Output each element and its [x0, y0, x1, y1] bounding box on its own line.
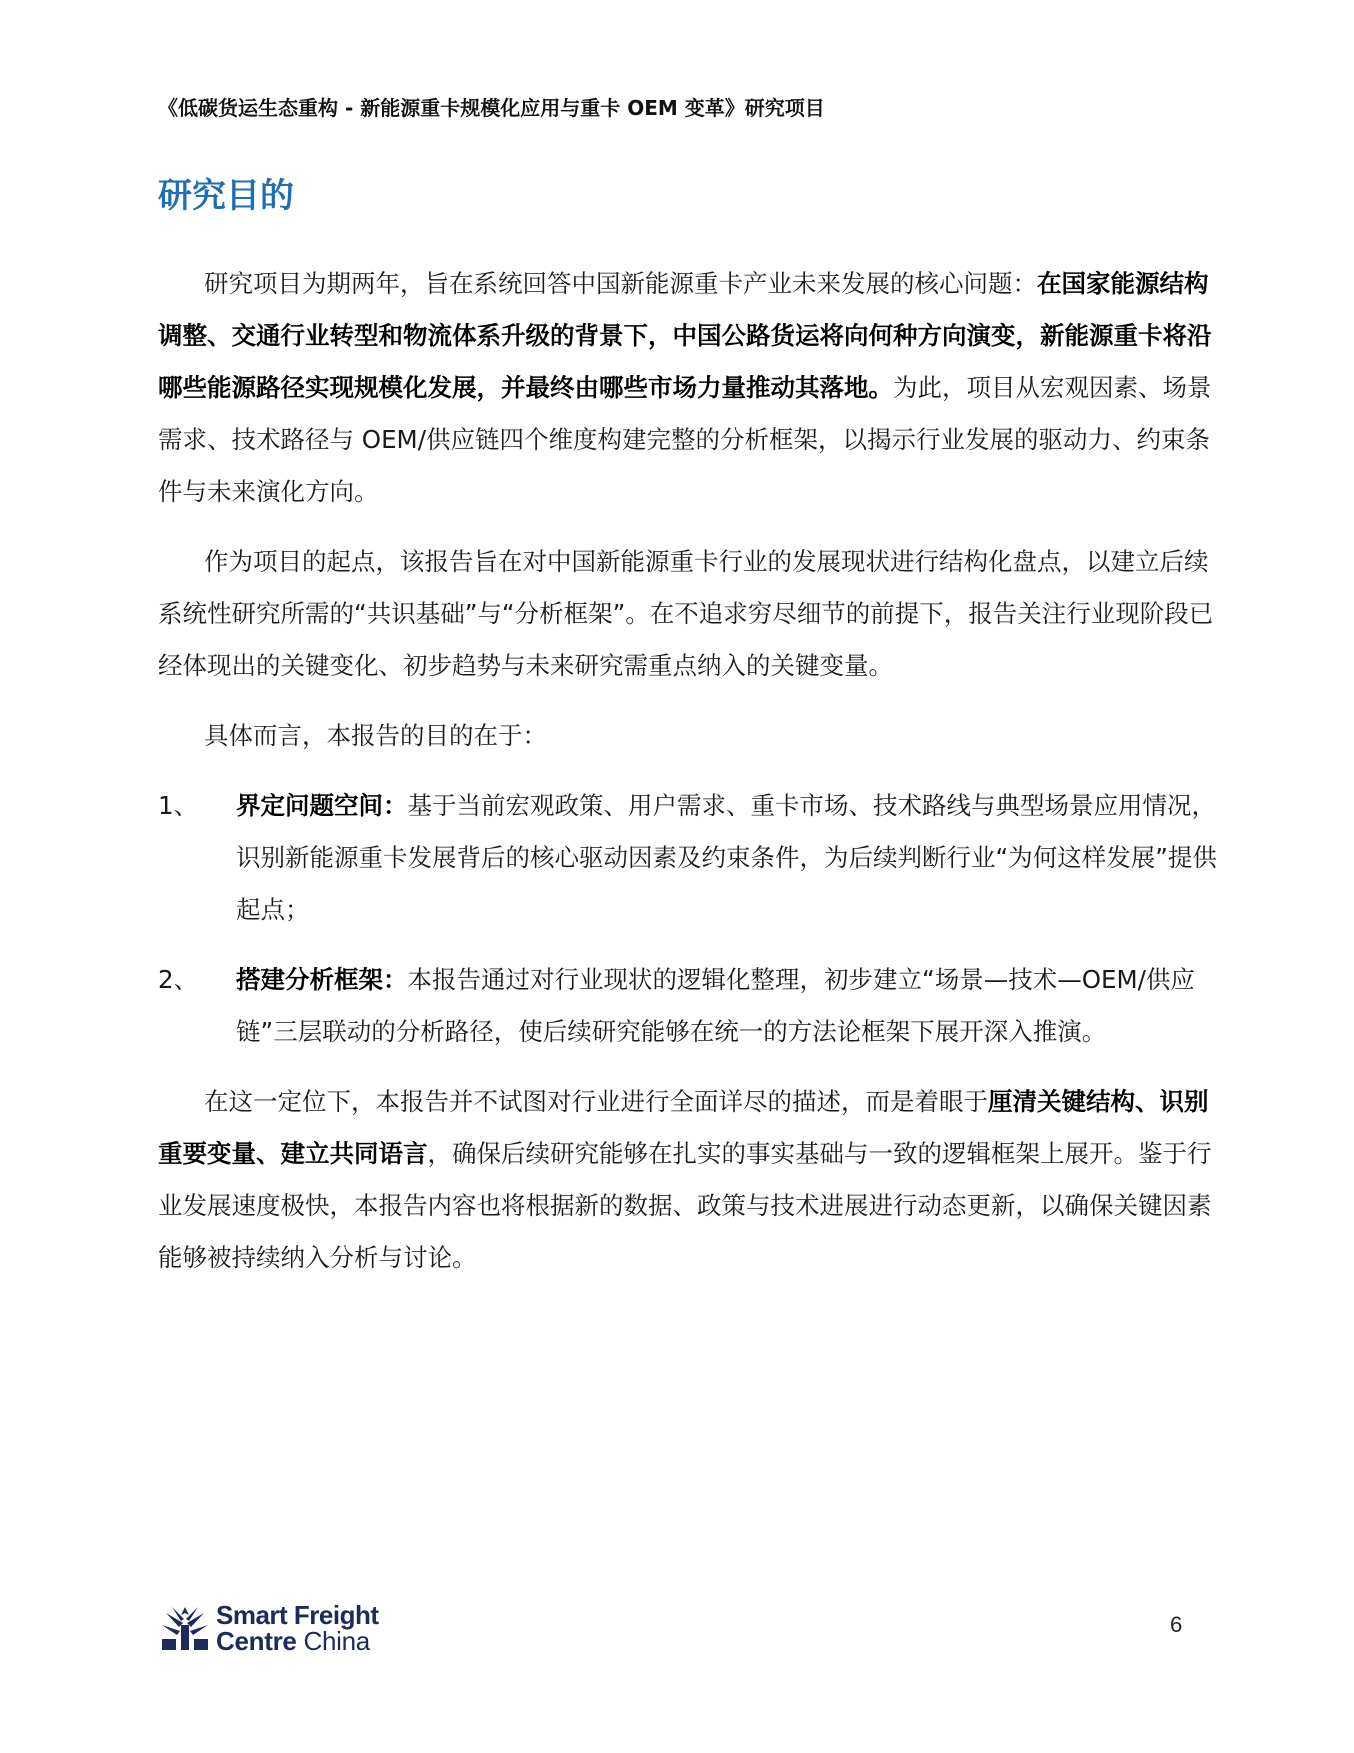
logo-line-2: [216, 1628, 379, 1654]
logo-wordmark: [216, 1602, 379, 1654]
body-text: [158, 258, 1218, 1302]
list-item-number: 2、: [158, 965, 199, 994]
list-item-body: [236, 780, 1218, 936]
list-item-heading: 界定问题空间：: [236, 791, 408, 820]
paragraph-4-text-b: ，确保后续研究能够在扎实的事实基础与一致的逻辑框架上展开。鉴于行业发展速度极快，本报告内容也将根据新的数据、政策与技术进展进行动态更新，以确保关键因素能够被持续纳入分析与讨论。: [158, 1139, 1212, 1272]
running-header: 《低碳货运生态重构 - 新能源重卡规模化应用与重卡 OEM 变革》研究项目: [158, 96, 825, 120]
list-item-1: [158, 780, 1218, 936]
paragraph-4-text-a: 在这一定位下，本报告并不试图对行业进行全面详尽的描述，而是着眼于: [204, 1087, 988, 1116]
paragraph-1-emphasis: 在国家能源结构调整、交通行业转型和物流体系升级的背景下，中国公路货运将向何种方向演变，新能源重卡将沿哪些能源路径实现规模化发展，并最终由哪些市场力量推动其落地。: [158, 269, 1212, 402]
tree-logo-icon: [162, 1605, 208, 1651]
list-item-text: 基于当前宏观政策、用户需求、重卡市场、技术路线与典型场景应用情况，识别新能源重卡发展背后的核心驱动因素及约束条件，为后续判断行业“为何这样发展”提供起点；: [236, 791, 1217, 924]
list-item-body: [236, 954, 1218, 1058]
list-item-2: [158, 954, 1218, 1058]
list-item-heading: 搭建分析框架：: [236, 965, 408, 994]
logo-word-centre: Centre: [216, 1626, 297, 1656]
paragraph-1-text-b: 为此，项目从宏观因素、场景需求、技术路径与 OEM/供应链四个维度构建完整的分析框架，以揭示行业发展的驱动力、约束条件与未来演化方向。: [158, 373, 1212, 506]
paragraph-4: [158, 1076, 1218, 1284]
section-title: 研究目的: [158, 176, 294, 216]
list-item-number: 1、: [158, 791, 199, 820]
paragraph-3: 具体而言，本报告的目的在于：: [204, 721, 547, 750]
page-number: 6: [1170, 1612, 1183, 1637]
logo-line-1: Smart Freight: [216, 1600, 379, 1630]
paragraph-1-text-a: 研究项目为期两年，旨在系统回答中国新能源重卡产业未来发展的核心问题：: [204, 269, 1037, 298]
footer-logo: [162, 1602, 379, 1654]
logo-word-china: China: [303, 1626, 370, 1656]
paragraph-4-emphasis: 厘清关键结构、识别重要变量、建立共同语言: [158, 1087, 1209, 1168]
paragraph-1: [158, 258, 1218, 518]
paragraph-2: 作为项目的起点，该报告旨在对中国新能源重卡行业的发展现状进行结构化盘点，以建立后续系统性研究所需的“共识基础”与“分析框架”。在不追求穷尽细节的前提下，报告关注行业现阶段已经体现出的关键变化、初步趋势与未来研究需重点纳入的关键变量。: [158, 547, 1214, 680]
list-item-text: 本报告通过对行业现状的逻辑化整理，初步建立“场景—技术—OEM/供应链”三层联动的分析路径，使后续研究能够在统一的方法论框架下展开深入推演。: [236, 965, 1195, 1046]
